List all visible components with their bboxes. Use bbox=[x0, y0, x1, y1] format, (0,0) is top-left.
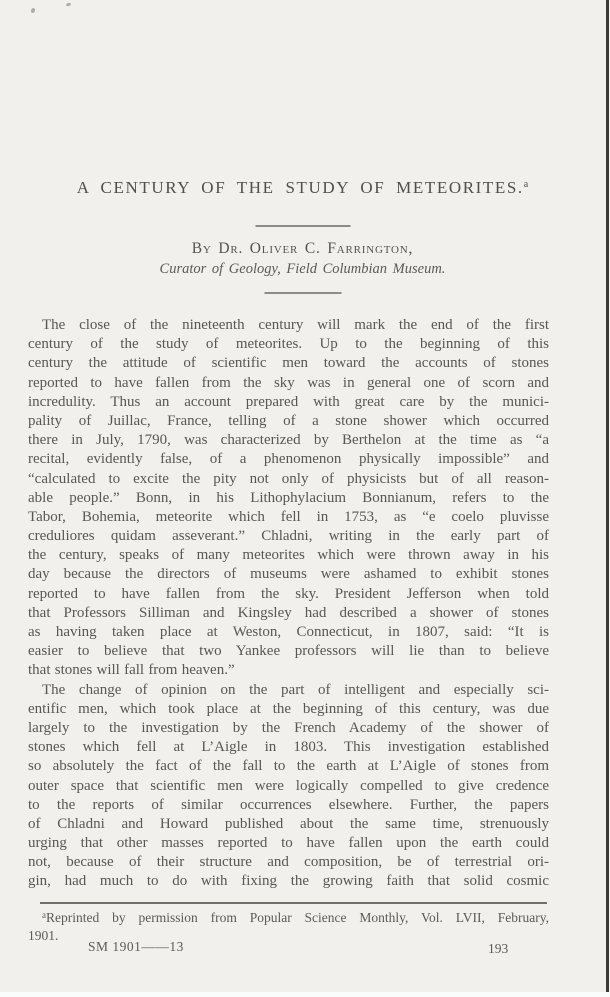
body-text-line: “calculated to excite the pity not only of physicists but of all reason- bbox=[28, 470, 549, 487]
scan-speck bbox=[66, 2, 72, 6]
body-text-line: that stones will fall from heaven.” bbox=[28, 662, 235, 679]
footnote-marker: a bbox=[42, 910, 46, 920]
body-text-line: day because the directors of museums were ashamed to exhibit stones bbox=[28, 566, 549, 583]
paragraph-1 bbox=[28, 316, 549, 681]
body-text-line: so absolutely the fact of the fall to the earth at L’Aigle of stones from bbox=[28, 758, 549, 775]
author-byline: By Dr. Oliver C. Farrington, bbox=[191, 240, 414, 257]
body-text-line: reported to have fallen from the sky was in general one of scorn and bbox=[28, 374, 549, 391]
footnote-line-2: 1901. bbox=[28, 927, 59, 943]
body-text-line: reported to have fallen from the sky. President Jefferson when told bbox=[28, 585, 549, 602]
signature-sm: SM bbox=[88, 939, 109, 954]
title-footnote-marker: a bbox=[523, 179, 529, 190]
body-text-line: The close of the nineteenth century will mark the end of the first bbox=[42, 317, 549, 333]
scan-bottom-edge bbox=[0, 992, 610, 997]
body-text-line: easier to believe that two Yankee professors will lie than to believe bbox=[28, 643, 549, 660]
body-text-line: entific men, which took place at the beginning of this century, was due bbox=[28, 700, 549, 717]
body-text-line: Tabor, Bohemia, meteorite which fell in 1753, as “e coelo pluvisse bbox=[28, 508, 549, 525]
article-title-text: A CENTURY OF THE STUDY OF METEORITES. bbox=[76, 178, 524, 197]
body-text-line: the century, speaks of many meteorites which were thrown away in his bbox=[28, 547, 549, 564]
body-text-line: of Chladni and Howard published about the same time, strenuously bbox=[28, 815, 549, 832]
body-text-line: there in July, 1790, was characterized by Berthelon at the time as “a bbox=[28, 432, 549, 449]
printer-signature bbox=[88, 939, 184, 955]
body-text-line: creduliores quidam asseverant.” Chladni, writing in the early part of bbox=[28, 528, 549, 545]
body-text-line: as having taken place at Weston, Connecticut, in 1807, said: “It is bbox=[28, 624, 549, 640]
footnote-separator-rule bbox=[40, 902, 547, 904]
body-text-line: century of the study of meteorites. Up to the beginning of this bbox=[28, 336, 549, 353]
scan-speck bbox=[30, 7, 35, 13]
author-affiliation: Curator of Geology, Field Columbian Museum. bbox=[159, 261, 446, 277]
footnote-line-1 bbox=[28, 907, 549, 927]
page-number: 193 bbox=[488, 941, 509, 956]
body-text-line: stones which fell at L’Aigle in 1803. This investigation established bbox=[28, 739, 549, 756]
body-text-line: to the reports of similar occurrences elsewhere. Further, the papers bbox=[28, 796, 549, 813]
body-text-line: pality of Juillac, France, telling of a stone shower which occurred bbox=[28, 412, 549, 429]
body-text-line: urging that other masses reported to have fallen upon the earth could bbox=[28, 835, 549, 852]
paragraph-2 bbox=[28, 681, 549, 892]
article-body bbox=[28, 316, 549, 892]
body-text-line: able people.” Bonn, in his Lithophylacium Bonnianum, refers to the bbox=[28, 489, 549, 506]
body-text-line: not, because of their structure and composition, be of terrestrial ori- bbox=[28, 854, 549, 871]
page-footer bbox=[28, 939, 549, 957]
body-text-line: incredulity. Thus an account prepared with great care by the munici- bbox=[28, 393, 549, 410]
body-text-line: outer space that scientific men were logically compelled to give credence bbox=[28, 777, 549, 794]
body-text-line: gin, had much to do with fixing the growing faith that solid cosmic bbox=[28, 873, 549, 890]
signature-number: 1901——13 bbox=[108, 939, 184, 954]
body-text-line: largely to the investigation by the French Academy of the shower of bbox=[28, 719, 549, 736]
footnote-text: Reprinted by permission from Popular Science Monthly, Vol. LVII, February, bbox=[46, 910, 549, 925]
page-edge-shadow bbox=[606, 0, 609, 992]
body-text-line: century the attitude of scientific men toward the accounts of stones bbox=[28, 355, 549, 372]
ornamental-rule-top bbox=[255, 225, 350, 227]
body-text-line: that Professors Silliman and Kingsley had described a shower of stones bbox=[28, 604, 549, 621]
body-text-line: The change of opinion on the part of intelligent and especially sci- bbox=[42, 681, 549, 698]
article-title bbox=[20, 178, 585, 198]
body-text-line: recital, evidently false, of a phenomenon physically impossible” and bbox=[28, 451, 549, 468]
ornamental-rule-bottom bbox=[264, 292, 341, 294]
